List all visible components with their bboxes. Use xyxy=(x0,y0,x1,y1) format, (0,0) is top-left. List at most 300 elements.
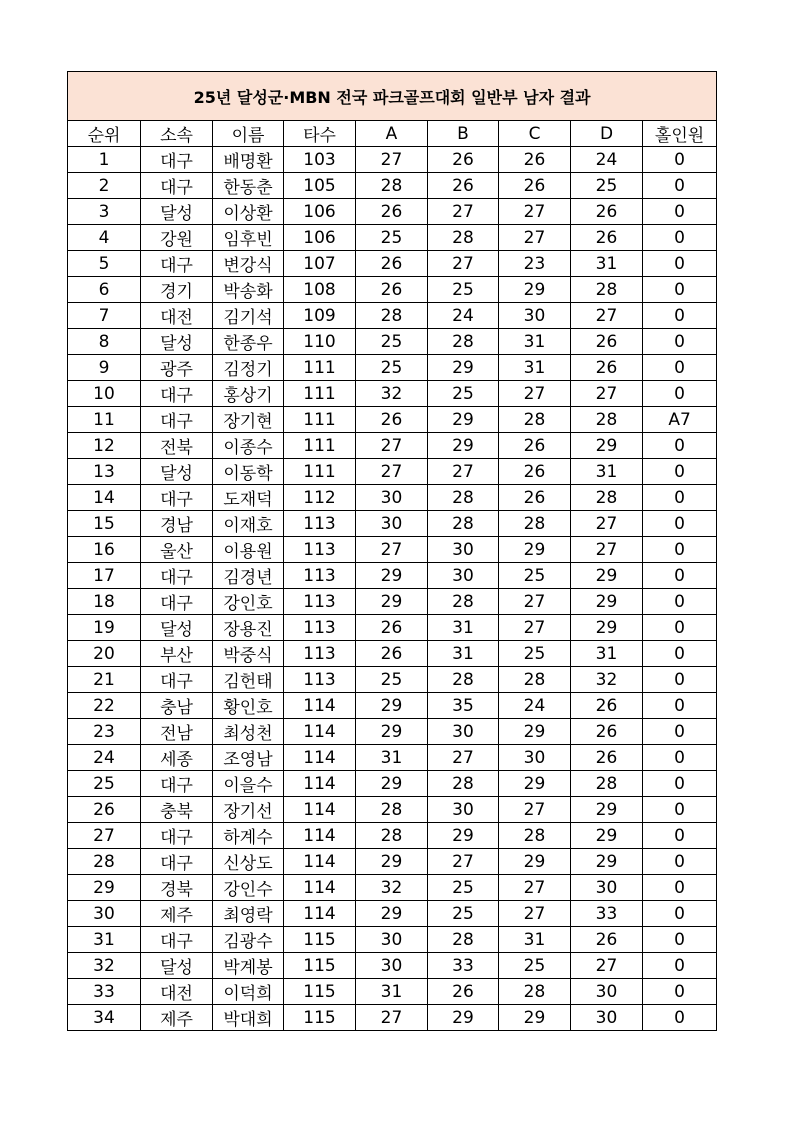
strokes-cell: 115 xyxy=(284,979,356,1005)
table-row xyxy=(68,537,717,563)
course-a-cell: 32 xyxy=(356,381,428,407)
name-cell: 한종우 xyxy=(213,329,284,355)
table-row xyxy=(68,433,717,459)
table-row xyxy=(68,563,717,589)
strokes-cell: 113 xyxy=(284,615,356,641)
name-cell: 김경년 xyxy=(213,563,284,589)
course-a-cell: 27 xyxy=(356,459,428,485)
name-cell: 하계수 xyxy=(213,823,284,849)
affiliation-cell: 부산 xyxy=(141,641,213,667)
rank-cell: 34 xyxy=(68,1005,141,1031)
strokes-cell: 114 xyxy=(284,901,356,927)
course-d-cell: 26 xyxy=(571,927,643,953)
affiliation-cell: 광주 xyxy=(141,355,213,381)
table-row xyxy=(68,641,717,667)
strokes-cell: 111 xyxy=(284,355,356,381)
strokes-cell: 114 xyxy=(284,745,356,771)
rank-cell: 2 xyxy=(68,173,141,199)
course-a-cell: 28 xyxy=(356,823,428,849)
course-d-cell: 33 xyxy=(571,901,643,927)
course-d-cell: 27 xyxy=(571,537,643,563)
hole-in-one-cell: 0 xyxy=(643,563,717,589)
strokes-cell: 106 xyxy=(284,199,356,225)
hole-in-one-cell: 0 xyxy=(643,875,717,901)
course-c-cell: 26 xyxy=(499,485,571,511)
course-b-cell: 26 xyxy=(428,979,499,1005)
course-a-cell: 25 xyxy=(356,667,428,693)
rank-cell: 32 xyxy=(68,953,141,979)
strokes-cell: 113 xyxy=(284,641,356,667)
course-c-cell: 27 xyxy=(499,589,571,615)
affiliation-cell: 대구 xyxy=(141,771,213,797)
course-a-cell: 27 xyxy=(356,433,428,459)
hole-in-one-cell: 0 xyxy=(643,641,717,667)
affiliation-cell: 울산 xyxy=(141,537,213,563)
course-d-cell: 27 xyxy=(571,381,643,407)
course-d-cell: 31 xyxy=(571,641,643,667)
course-d-cell: 27 xyxy=(571,303,643,329)
affiliation-cell: 강원 xyxy=(141,225,213,251)
rank-cell: 3 xyxy=(68,199,141,225)
course-a-cell: 26 xyxy=(356,251,428,277)
rank-cell: 7 xyxy=(68,303,141,329)
hole-in-one-cell: 0 xyxy=(643,927,717,953)
course-b-cell: 27 xyxy=(428,199,499,225)
strokes-cell: 113 xyxy=(284,667,356,693)
column-header-course-d: D xyxy=(571,121,643,147)
course-d-cell: 24 xyxy=(571,147,643,173)
course-b-cell: 26 xyxy=(428,173,499,199)
hole-in-one-cell: 0 xyxy=(643,849,717,875)
table-row xyxy=(68,511,717,537)
course-c-cell: 29 xyxy=(499,1005,571,1031)
rank-cell: 20 xyxy=(68,641,141,667)
course-a-cell: 27 xyxy=(356,1005,428,1031)
strokes-cell: 103 xyxy=(284,147,356,173)
hole-in-one-cell: 0 xyxy=(643,693,717,719)
rank-cell: 24 xyxy=(68,745,141,771)
course-d-cell: 26 xyxy=(571,329,643,355)
name-cell: 강인호 xyxy=(213,589,284,615)
table-row xyxy=(68,303,717,329)
table-row xyxy=(68,901,717,927)
course-c-cell: 31 xyxy=(499,329,571,355)
name-cell: 장기선 xyxy=(213,797,284,823)
course-a-cell: 29 xyxy=(356,771,428,797)
strokes-cell: 114 xyxy=(284,849,356,875)
course-a-cell: 29 xyxy=(356,901,428,927)
strokes-cell: 115 xyxy=(284,1005,356,1031)
strokes-cell: 113 xyxy=(284,511,356,537)
course-a-cell: 30 xyxy=(356,927,428,953)
course-c-cell: 28 xyxy=(499,511,571,537)
hole-in-one-cell: 0 xyxy=(643,901,717,927)
course-a-cell: 32 xyxy=(356,875,428,901)
affiliation-cell: 달성 xyxy=(141,615,213,641)
name-cell: 이용원 xyxy=(213,537,284,563)
strokes-cell: 115 xyxy=(284,953,356,979)
name-cell: 황인호 xyxy=(213,693,284,719)
name-cell: 이재호 xyxy=(213,511,284,537)
course-c-cell: 26 xyxy=(499,459,571,485)
name-cell: 박대희 xyxy=(213,1005,284,1031)
course-c-cell: 28 xyxy=(499,667,571,693)
strokes-cell: 112 xyxy=(284,485,356,511)
table-row xyxy=(68,797,717,823)
course-c-cell: 27 xyxy=(499,797,571,823)
name-cell: 도재덕 xyxy=(213,485,284,511)
strokes-cell: 108 xyxy=(284,277,356,303)
course-c-cell: 29 xyxy=(499,771,571,797)
course-d-cell: 28 xyxy=(571,485,643,511)
course-a-cell: 31 xyxy=(356,745,428,771)
course-c-cell: 25 xyxy=(499,563,571,589)
course-b-cell: 27 xyxy=(428,849,499,875)
rank-cell: 16 xyxy=(68,537,141,563)
course-c-cell: 27 xyxy=(499,199,571,225)
rank-cell: 10 xyxy=(68,381,141,407)
course-d-cell: 27 xyxy=(571,953,643,979)
course-a-cell: 30 xyxy=(356,485,428,511)
rank-cell: 1 xyxy=(68,147,141,173)
course-c-cell: 27 xyxy=(499,901,571,927)
strokes-cell: 111 xyxy=(284,381,356,407)
table-row xyxy=(68,745,717,771)
rank-cell: 18 xyxy=(68,589,141,615)
affiliation-cell: 전남 xyxy=(141,719,213,745)
course-b-cell: 30 xyxy=(428,563,499,589)
rank-cell: 14 xyxy=(68,485,141,511)
course-a-cell: 27 xyxy=(356,537,428,563)
rank-cell: 31 xyxy=(68,927,141,953)
affiliation-cell: 대구 xyxy=(141,589,213,615)
course-d-cell: 26 xyxy=(571,225,643,251)
name-cell: 배명환 xyxy=(213,147,284,173)
course-b-cell: 27 xyxy=(428,745,499,771)
column-header-name: 이름 xyxy=(213,121,284,147)
course-a-cell: 26 xyxy=(356,277,428,303)
hole-in-one-cell: 0 xyxy=(643,771,717,797)
course-c-cell: 28 xyxy=(499,407,571,433)
affiliation-cell: 경북 xyxy=(141,875,213,901)
course-c-cell: 23 xyxy=(499,251,571,277)
table-row xyxy=(68,589,717,615)
strokes-cell: 114 xyxy=(284,693,356,719)
affiliation-cell: 경기 xyxy=(141,277,213,303)
course-b-cell: 30 xyxy=(428,797,499,823)
course-a-cell: 28 xyxy=(356,173,428,199)
hole-in-one-cell: 0 xyxy=(643,225,717,251)
course-c-cell: 31 xyxy=(499,355,571,381)
affiliation-cell: 대전 xyxy=(141,979,213,1005)
column-header-course-b: B xyxy=(428,121,499,147)
strokes-cell: 109 xyxy=(284,303,356,329)
course-b-cell: 28 xyxy=(428,511,499,537)
course-b-cell: 24 xyxy=(428,303,499,329)
column-header-affiliation: 소속 xyxy=(141,121,213,147)
rank-cell: 12 xyxy=(68,433,141,459)
course-b-cell: 27 xyxy=(428,459,499,485)
hole-in-one-cell: 0 xyxy=(643,667,717,693)
header-row xyxy=(68,121,717,147)
strokes-cell: 115 xyxy=(284,927,356,953)
course-b-cell: 29 xyxy=(428,433,499,459)
affiliation-cell: 경남 xyxy=(141,511,213,537)
strokes-cell: 106 xyxy=(284,225,356,251)
course-c-cell: 30 xyxy=(499,303,571,329)
name-cell: 홍상기 xyxy=(213,381,284,407)
hole-in-one-cell: 0 xyxy=(643,277,717,303)
name-cell: 김정기 xyxy=(213,355,284,381)
rank-cell: 19 xyxy=(68,615,141,641)
course-d-cell: 29 xyxy=(571,615,643,641)
strokes-cell: 111 xyxy=(284,459,356,485)
column-header-course-a: A xyxy=(356,121,428,147)
course-c-cell: 29 xyxy=(499,537,571,563)
course-d-cell: 28 xyxy=(571,277,643,303)
hole-in-one-cell: 0 xyxy=(643,823,717,849)
name-cell: 최영락 xyxy=(213,901,284,927)
rank-cell: 13 xyxy=(68,459,141,485)
name-cell: 조영남 xyxy=(213,745,284,771)
table-row xyxy=(68,953,717,979)
affiliation-cell: 대구 xyxy=(141,849,213,875)
course-b-cell: 25 xyxy=(428,381,499,407)
table-row xyxy=(68,355,717,381)
table-row xyxy=(68,459,717,485)
course-b-cell: 27 xyxy=(428,251,499,277)
table-row xyxy=(68,407,717,433)
table-row xyxy=(68,1005,717,1031)
rank-cell: 15 xyxy=(68,511,141,537)
name-cell: 김광수 xyxy=(213,927,284,953)
course-d-cell: 32 xyxy=(571,667,643,693)
hole-in-one-cell: 0 xyxy=(643,147,717,173)
course-b-cell: 28 xyxy=(428,225,499,251)
page-title: 25년 달성군·MBN 전국 파크골프대회 일반부 남자 결과 xyxy=(68,72,717,121)
course-d-cell: 26 xyxy=(571,355,643,381)
strokes-cell: 113 xyxy=(284,537,356,563)
rank-cell: 29 xyxy=(68,875,141,901)
course-c-cell: 27 xyxy=(499,875,571,901)
strokes-cell: 113 xyxy=(284,589,356,615)
strokes-cell: 114 xyxy=(284,823,356,849)
course-c-cell: 30 xyxy=(499,745,571,771)
strokes-cell: 111 xyxy=(284,407,356,433)
name-cell: 이을수 xyxy=(213,771,284,797)
hole-in-one-cell: 0 xyxy=(643,199,717,225)
course-b-cell: 28 xyxy=(428,329,499,355)
table-row xyxy=(68,875,717,901)
affiliation-cell: 충북 xyxy=(141,797,213,823)
rank-cell: 30 xyxy=(68,901,141,927)
table-row xyxy=(68,277,717,303)
rank-cell: 33 xyxy=(68,979,141,1005)
results-body xyxy=(68,147,717,1031)
hole-in-one-cell: 0 xyxy=(643,511,717,537)
table-row xyxy=(68,251,717,277)
course-b-cell: 28 xyxy=(428,667,499,693)
name-cell: 변강식 xyxy=(213,251,284,277)
hole-in-one-cell: 0 xyxy=(643,615,717,641)
affiliation-cell: 대구 xyxy=(141,927,213,953)
course-a-cell: 26 xyxy=(356,615,428,641)
course-c-cell: 26 xyxy=(499,147,571,173)
rank-cell: 9 xyxy=(68,355,141,381)
hole-in-one-cell: 0 xyxy=(643,537,717,563)
course-a-cell: 30 xyxy=(356,953,428,979)
course-c-cell: 25 xyxy=(499,953,571,979)
name-cell: 이동학 xyxy=(213,459,284,485)
column-header-strokes: 타수 xyxy=(284,121,356,147)
strokes-cell: 114 xyxy=(284,771,356,797)
course-a-cell: 29 xyxy=(356,719,428,745)
course-d-cell: 29 xyxy=(571,849,643,875)
affiliation-cell: 대구 xyxy=(141,173,213,199)
course-d-cell: 28 xyxy=(571,771,643,797)
affiliation-cell: 제주 xyxy=(141,1005,213,1031)
course-a-cell: 30 xyxy=(356,511,428,537)
hole-in-one-cell: 0 xyxy=(643,797,717,823)
affiliation-cell: 달성 xyxy=(141,329,213,355)
strokes-cell: 113 xyxy=(284,563,356,589)
course-d-cell: 26 xyxy=(571,745,643,771)
course-a-cell: 29 xyxy=(356,693,428,719)
affiliation-cell: 대구 xyxy=(141,407,213,433)
column-header-rank: 순위 xyxy=(68,121,141,147)
course-a-cell: 28 xyxy=(356,303,428,329)
hole-in-one-cell: 0 xyxy=(643,251,717,277)
hole-in-one-cell: 0 xyxy=(643,1005,717,1031)
course-b-cell: 26 xyxy=(428,147,499,173)
course-c-cell: 25 xyxy=(499,641,571,667)
name-cell: 이덕희 xyxy=(213,979,284,1005)
name-cell: 김기석 xyxy=(213,303,284,329)
rank-cell: 25 xyxy=(68,771,141,797)
rank-cell: 23 xyxy=(68,719,141,745)
column-header-course-c: C xyxy=(499,121,571,147)
rank-cell: 8 xyxy=(68,329,141,355)
course-d-cell: 29 xyxy=(571,589,643,615)
affiliation-cell: 달성 xyxy=(141,199,213,225)
name-cell: 장용진 xyxy=(213,615,284,641)
course-b-cell: 30 xyxy=(428,537,499,563)
rank-cell: 4 xyxy=(68,225,141,251)
course-c-cell: 29 xyxy=(499,719,571,745)
strokes-cell: 111 xyxy=(284,433,356,459)
table-row xyxy=(68,147,717,173)
name-cell: 박계봉 xyxy=(213,953,284,979)
course-c-cell: 26 xyxy=(499,173,571,199)
table-row xyxy=(68,615,717,641)
course-d-cell: 26 xyxy=(571,693,643,719)
course-b-cell: 25 xyxy=(428,277,499,303)
course-b-cell: 29 xyxy=(428,355,499,381)
affiliation-cell: 충남 xyxy=(141,693,213,719)
affiliation-cell: 대구 xyxy=(141,823,213,849)
course-c-cell: 31 xyxy=(499,927,571,953)
course-c-cell: 27 xyxy=(499,381,571,407)
course-b-cell: 31 xyxy=(428,641,499,667)
hole-in-one-cell: 0 xyxy=(643,953,717,979)
table-row xyxy=(68,927,717,953)
affiliation-cell: 대구 xyxy=(141,485,213,511)
table-row xyxy=(68,719,717,745)
strokes-cell: 107 xyxy=(284,251,356,277)
course-c-cell: 28 xyxy=(499,823,571,849)
name-cell: 임후빈 xyxy=(213,225,284,251)
course-b-cell: 29 xyxy=(428,407,499,433)
table-row xyxy=(68,485,717,511)
name-cell: 이상환 xyxy=(213,199,284,225)
course-d-cell: 26 xyxy=(571,199,643,225)
hole-in-one-cell: 0 xyxy=(643,173,717,199)
name-cell: 신상도 xyxy=(213,849,284,875)
hole-in-one-cell: 0 xyxy=(643,303,717,329)
course-c-cell: 26 xyxy=(499,433,571,459)
affiliation-cell: 대구 xyxy=(141,381,213,407)
rank-cell: 5 xyxy=(68,251,141,277)
strokes-cell: 114 xyxy=(284,719,356,745)
hole-in-one-cell: 0 xyxy=(643,719,717,745)
course-d-cell: 26 xyxy=(571,719,643,745)
table-row xyxy=(68,329,717,355)
course-b-cell: 28 xyxy=(428,927,499,953)
strokes-cell: 114 xyxy=(284,797,356,823)
rank-cell: 11 xyxy=(68,407,141,433)
affiliation-cell: 달성 xyxy=(141,953,213,979)
course-a-cell: 27 xyxy=(356,147,428,173)
course-b-cell: 33 xyxy=(428,953,499,979)
table-row xyxy=(68,199,717,225)
course-b-cell: 29 xyxy=(428,1005,499,1031)
course-c-cell: 28 xyxy=(499,979,571,1005)
hole-in-one-cell: 0 xyxy=(643,485,717,511)
course-a-cell: 25 xyxy=(356,225,428,251)
hole-in-one-cell: 0 xyxy=(643,979,717,1005)
hole-in-one-cell: A7 xyxy=(643,407,717,433)
course-a-cell: 29 xyxy=(356,849,428,875)
course-c-cell: 27 xyxy=(499,615,571,641)
name-cell: 장기현 xyxy=(213,407,284,433)
course-d-cell: 30 xyxy=(571,979,643,1005)
course-b-cell: 30 xyxy=(428,719,499,745)
affiliation-cell: 세종 xyxy=(141,745,213,771)
strokes-cell: 110 xyxy=(284,329,356,355)
hole-in-one-cell: 0 xyxy=(643,745,717,771)
rank-cell: 28 xyxy=(68,849,141,875)
table-row xyxy=(68,849,717,875)
course-b-cell: 35 xyxy=(428,693,499,719)
course-c-cell: 24 xyxy=(499,693,571,719)
table-row xyxy=(68,667,717,693)
course-c-cell: 29 xyxy=(499,849,571,875)
course-d-cell: 30 xyxy=(571,1005,643,1031)
course-b-cell: 25 xyxy=(428,901,499,927)
affiliation-cell: 대구 xyxy=(141,147,213,173)
course-a-cell: 26 xyxy=(356,199,428,225)
course-a-cell: 25 xyxy=(356,355,428,381)
course-b-cell: 29 xyxy=(428,823,499,849)
table-row xyxy=(68,771,717,797)
course-d-cell: 28 xyxy=(571,407,643,433)
name-cell: 최성천 xyxy=(213,719,284,745)
course-b-cell: 28 xyxy=(428,771,499,797)
affiliation-cell: 대구 xyxy=(141,667,213,693)
strokes-cell: 114 xyxy=(284,875,356,901)
name-cell: 박송화 xyxy=(213,277,284,303)
course-a-cell: 31 xyxy=(356,979,428,1005)
